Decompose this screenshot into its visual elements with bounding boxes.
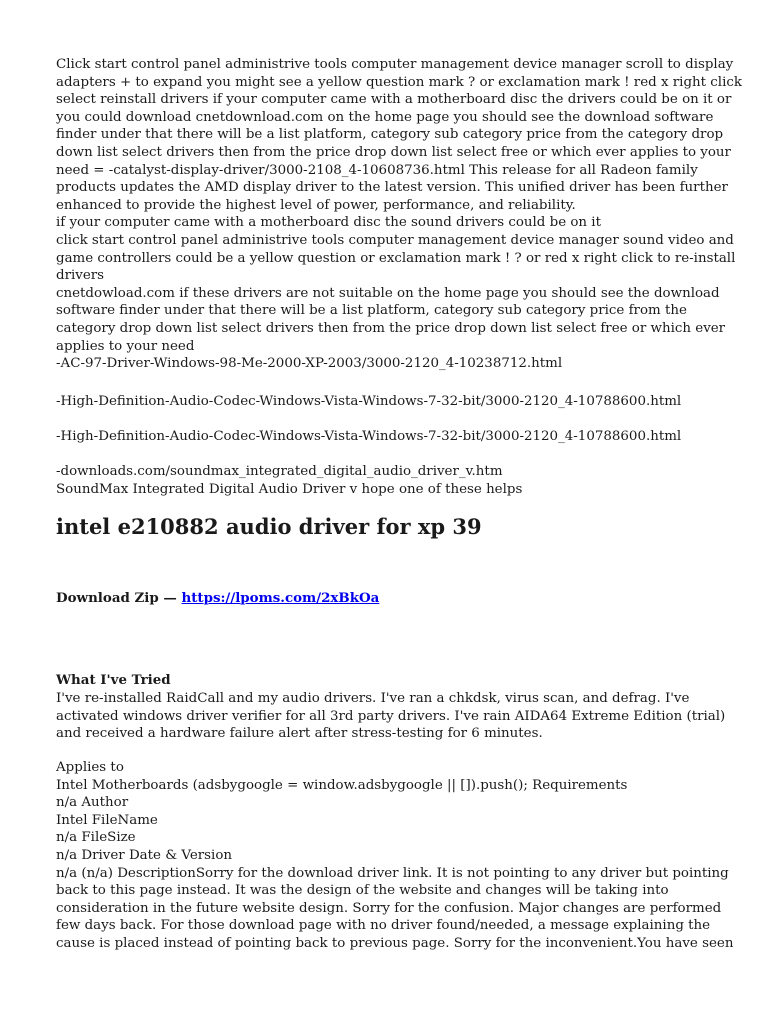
text-line: activated windows driver verifier for all 3rd party drivers. I've rain AIDA64 Extreme Edition (trial) (56, 708, 726, 724)
download-line (56, 589, 379, 607)
text-line: n/a Author (56, 795, 129, 811)
text-line: click start control panel administrive tools computer management device manager sound video and (56, 232, 734, 248)
text-line: software finder under that there will be a list platform, category sub category price from the (56, 303, 687, 319)
text-line: cause is placed instead of pointing back to previous page. Sorry for the inconvenient.You have seen (56, 935, 734, 951)
text-line: n/a Driver Date & Version (56, 847, 233, 863)
download-label: Download Zip — (56, 590, 177, 606)
text-line: -AC-97-Driver-Windows-98-Me-2000-XP-2003/3000-2120_4-10238712.html (56, 356, 563, 372)
text-line: I've re-installed RaidCall and my audio drivers. I've ran a chkdsk, virus scan, and defrag. I've (56, 691, 690, 706)
text-line: Intel Motherboards (adsbygoogle = window.adsbygoogle || []).push(); Requirements (56, 777, 628, 793)
text-line: if your computer came with a motherboard disc the sound drivers could be on it (56, 215, 601, 231)
text-line: adapters + to expand you might see a yellow question mark ? or exclamation mark ! red x right click (56, 74, 742, 90)
text-line: you could download cnetdownload.com on the home page you should see the download software (56, 109, 714, 125)
text-line: n/a FileSize (56, 830, 136, 846)
text-line: category drop down list select drivers then from the price drop down list select free or which ever (56, 320, 726, 336)
text-line: few days back. For those download page with no driver found/needed, a message explaining the (56, 918, 711, 934)
text-line: Intel FileName (56, 812, 158, 828)
tried-paragraph (56, 690, 726, 743)
text-line: down list select drivers then from the price drop down list select free or which ever applies to your (56, 144, 731, 160)
codec-link-line-1: -High-Definition-Audio-Codec-Windows-Vista-Windows-7-32-bit/3000-2120_4-10788600.html (56, 394, 682, 409)
page-title: intel e210882 audio driver for xp 39 (56, 514, 482, 539)
text-line: n/a (n/a) DescriptionSorry for the download driver link. It is not pointing to any driver but pointing (56, 865, 729, 881)
text-line: applies to your need (56, 338, 195, 354)
intro-paragraph (56, 56, 742, 373)
text-line: finder under that there will be a list platform, category sub category price from the category drop (56, 127, 724, 143)
text-line: and received a hardware failure alert after stress-testing for 6 minutes. (56, 726, 543, 742)
text-line: enhanced to provide the highest level of power, performance, and reliability. (56, 197, 576, 213)
text-line: drivers (56, 268, 105, 284)
text-line: Applies to (56, 760, 124, 775)
text-line: products updates the AMD display driver to the latest version. This unified driver has been further (56, 180, 728, 196)
codec-link-line-2: -High-Definition-Audio-Codec-Windows-Vista-Windows-7-32-bit/3000-2120_4-10788600.html (56, 429, 682, 444)
tried-heading: What I've Tried (56, 672, 171, 688)
text-line: Click start control panel administrive tools computer management device manager scroll to display (56, 57, 734, 72)
download-link[interactable]: https://lpoms.com/2xBkOa (181, 590, 380, 606)
text-line: consideration in the future website design. Sorry for the confusion. Major changes are performed (56, 900, 722, 916)
text-line: cnetdowload.com if these drivers are not suitable on the home page you should see the download (56, 285, 720, 301)
applies-paragraph (56, 759, 734, 953)
soundmax-link-line: -downloads.com/soundmax_integrated_digital_audio_driver_v.htm (56, 464, 503, 479)
text-line: need = -catalyst-display-driver/3000-2108_4-10608736.html This release for all Radeon family (56, 162, 698, 178)
text-line: select reinstall drivers if your computer came with a motherboard disc the drivers could be on it or (56, 92, 732, 108)
soundmax-description: SoundMax Integrated Digital Audio Driver v hope one of these helps (56, 482, 523, 497)
text-line: game controllers could be a yellow question or exclamation mark ! ? or red x right click to re-install (56, 250, 736, 266)
text-line: back to this page instead. It was the design of the website and changes will be taking into (56, 883, 669, 899)
